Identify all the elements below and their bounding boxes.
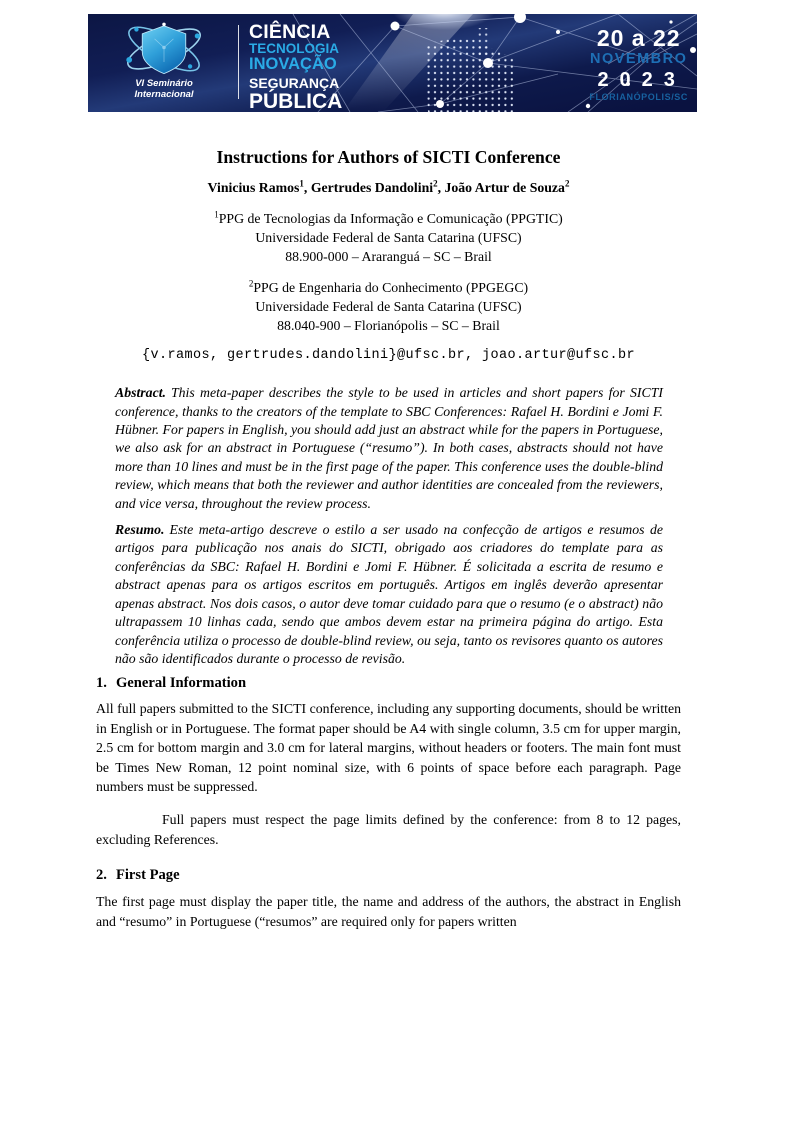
topic-seguranca: SEGURANÇA: [249, 75, 340, 91]
affiliation-line: $^1$PPG de Tecnologias da Informação e Comunicação (PPGTIC): [214, 209, 563, 226]
topic-tecnologia: TECNOLOGIA: [249, 41, 339, 56]
date-range: 20 a 22: [596, 25, 681, 51]
date-location: FLORIANÓPOLIS/SC: [589, 91, 688, 102]
date-year: 2023: [597, 68, 686, 91]
body-paragraph: The first page must display the paper title, the name and address of the authors, the abstract in English and “resumo” in Portuguese (“resumos” are required only for papers written: [96, 893, 681, 929]
body-paragraph: Full papers must respect the page limits defined by the conference: from 8 to 12 pages, excluding References.: [96, 812, 681, 847]
logo-seminar-line1: VI Seminário: [135, 78, 193, 89]
paper-content: [96, 0, 681, 946]
author-affiliation-mark: 2: [433, 178, 438, 189]
affiliation-line: $^2$PPG de Engenharia do Conhecimento (PPGEGC): [248, 278, 529, 295]
resumo-paragraph: [115, 521, 663, 668]
affiliation-block: [96, 278, 681, 336]
logo-seminar-line2: Internacional: [134, 89, 194, 101]
author-name: Vinicius Ramos$^1$,: [207, 178, 311, 195]
section-title: General Information: [115, 675, 247, 692]
author-affiliation-mark: 2: [564, 178, 570, 189]
paper-title: Instructions for Authors of SICTI Conference: [216, 147, 561, 167]
resumo-label: Resumo.: [115, 522, 165, 538]
section-heading-2: [96, 866, 681, 884]
authors-line: [96, 179, 681, 197]
topic-ciencia: CIÊNCIA: [249, 21, 331, 43]
section-number: 1.: [96, 675, 107, 692]
author-name: Gertrudes Dandolini$^2$,: [310, 178, 445, 195]
topic-publica: PÚBLICA: [249, 90, 343, 112]
abstract-text: This meta-paper describes the style to be used in articles and short papers for SICTI conference, thanks to the creators of the template to SBC Conferences: Rafael H. Bordini e Jomi F. Hübner. For papers in English, you should add just an abstract while for the papers in Portuguese, we also ask for an abstract in Portuguese (“resumo”). In both cases, abstracts should not have more than 10 lines and must be in the first page of the paper. This conference uses the double-blind review, which means that both the reviewer and author identities are concealed from the reviewers, and vice versa, throughout the review process.: [115, 385, 663, 511]
abstract-paragraph: [115, 384, 663, 513]
topic-inovacao: INOVAÇÃO: [249, 55, 337, 73]
section-heading-1: [96, 674, 681, 692]
affiliation-line: 88.900-000 – Araranguá – SC – Brail: [285, 249, 492, 265]
section-title: First Page: [115, 866, 180, 883]
affiliation-line: Universidade Federal de Santa Catarina (UFSC): [255, 230, 522, 246]
section-number: 2.: [96, 866, 107, 883]
author-emails: {v.ramos, gertrudes.dandolini}@ufsc.br, joao.artur@ufsc.br: [141, 348, 636, 364]
resumo-text: Este meta-artigo descreve o estilo a ser usado na confecção de artigos e resumos de artigos para publicação nos anais do SICTI, obrigado aos criadores do template para as conferências da SBC: Rafael H. Bordini e Jomi F. Hübner. É solicitada a escrita de resumo e abstract apenas para os artigos escritos em português. Artigos em inglês deverão apresentar apenas abstract. Nos dois casos, o autor deve tomar cuidado para que o resumo (e o abstract) não ultrapassem 10 linhas cada, sendo que ambos devem estar na primeira página do artigo. Esta conferência utiliza o processo de double-blind review, ou seja, tanto os revisores quanto os autores não são identificados durante o processo de revisão.: [115, 522, 663, 666]
author-name: João Artur de Souza$^2$: [444, 178, 570, 195]
body-paragraph: All full papers submitted to the SICTI conference, including any supporting documents, should be written in English or in Portuguese. The format paper should be A4 with single column, 3.5 cm for upper margin, 2.5 cm for bottom margin and 3.0 cm for lateral margins, without headers or footers. The main font must be Times New Roman, 12 point nominal size, with 6 points of space before each paragraph. Page numbers must be suppressed.: [96, 701, 681, 794]
affiliation-block: [96, 209, 681, 267]
author-affiliation-mark: 1: [299, 178, 304, 189]
date-month: NOVEMBRO: [589, 51, 688, 67]
affiliation-line: Universidade Federal de Santa Catarina (UFSC): [255, 298, 522, 314]
affiliation-line: 88.040-900 – Florianópolis – SC – Brail: [277, 318, 500, 334]
abstract-label: Abstract.: [115, 385, 166, 401]
